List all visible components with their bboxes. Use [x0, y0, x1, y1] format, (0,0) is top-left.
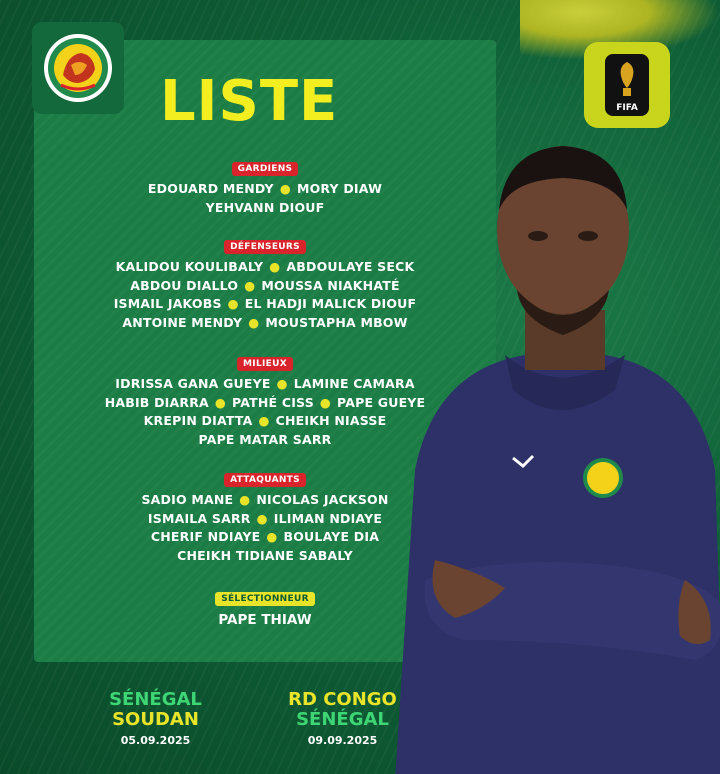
match-date: 05.09.2025	[120, 734, 191, 747]
player-name: PAPE MATAR SARR	[198, 431, 332, 447]
world-cup-2026-badge-icon	[584, 42, 670, 128]
player-name: LAMINE CAMARA	[293, 376, 415, 391]
player-name: ILIMAN NDIAYE	[273, 510, 383, 526]
player-name: MOUSTAPHA MBOW	[265, 314, 408, 330]
separator-dot-icon: ●	[248, 314, 260, 330]
player-name: PATHÉ CISS	[232, 394, 314, 410]
match-date: 09.09.2025	[307, 734, 378, 747]
separator-dot-icon: ●	[319, 394, 332, 410]
separator-dot-icon: ●	[244, 277, 256, 293]
player-name: NICOLAS JACKSON	[256, 492, 389, 507]
coach-photo	[395, 140, 720, 774]
player-name: ABDOULAYE SECK	[286, 259, 415, 274]
player-name: IDRISSA GANA GUEYE	[115, 376, 271, 391]
section-label-gardiens: GARDIENS	[232, 162, 299, 176]
separator-dot-icon: ●	[276, 376, 288, 391]
player-name: SADIO MANE	[141, 492, 234, 507]
section-label-selectionneur: SÉLECTIONNEUR	[215, 592, 315, 606]
match-team-2: SÉNÉGAL	[296, 709, 389, 730]
player-name: KREPIN DIATTA	[143, 413, 253, 428]
section-label-defenseurs: DÉFENSEURS	[224, 240, 306, 254]
player-name: PAPE GUEYE	[337, 394, 426, 410]
player-name: EL HADJI MALICK DIOUF	[244, 296, 417, 311]
separator-dot-icon: ●	[214, 394, 227, 410]
player-name: YEHVANN DIOUF	[205, 199, 325, 215]
player-name: BOULAYE DIA	[283, 529, 380, 544]
coach-name: PAPE THIAW	[218, 612, 312, 628]
player-name: CHERIF NDIAYE	[150, 529, 261, 544]
senegal-federation-logo-icon	[32, 22, 124, 114]
separator-dot-icon: ●	[269, 259, 281, 274]
separator-dot-icon: ●	[266, 529, 278, 544]
match-team-1: SÉNÉGAL	[109, 689, 202, 710]
separator-dot-icon: ●	[279, 181, 291, 196]
player-name: ABDOU DIALLO	[130, 277, 239, 293]
section-label-milieux: MILIEUX	[237, 357, 293, 371]
match-2	[270, 690, 415, 747]
player-name: KALIDOU KOULIBALY	[115, 259, 264, 274]
section-label-attaquants: ATTAQUANTS	[224, 473, 306, 487]
separator-dot-icon: ●	[227, 296, 239, 311]
player-name: MOUSSA NIAKHATÉ	[261, 277, 400, 293]
player-name: CHEIKH NIASSE	[275, 413, 387, 428]
separator-dot-icon: ●	[258, 413, 270, 428]
player-name: ISMAILA SARR	[147, 510, 251, 526]
fifa-badge-text: FIFA	[616, 103, 638, 113]
page-title: LISTE	[160, 69, 339, 134]
player-name: ANTOINE MENDY	[122, 314, 243, 330]
match-team-2: SOUDAN	[112, 709, 199, 730]
match-1	[88, 690, 223, 747]
separator-dot-icon: ●	[239, 492, 251, 507]
separator-dot-icon: ●	[256, 510, 268, 526]
player-name: CHEIKH TIDIANE SABALY	[177, 547, 353, 563]
player-name: HABIB DIARRA	[104, 394, 209, 410]
player-name: EDOUARD MENDY	[147, 181, 274, 196]
player-name: MORY DIAW	[296, 181, 383, 196]
match-team-1: RD CONGO	[288, 689, 397, 710]
player-name: ISMAIL JAKOBS	[113, 296, 222, 311]
